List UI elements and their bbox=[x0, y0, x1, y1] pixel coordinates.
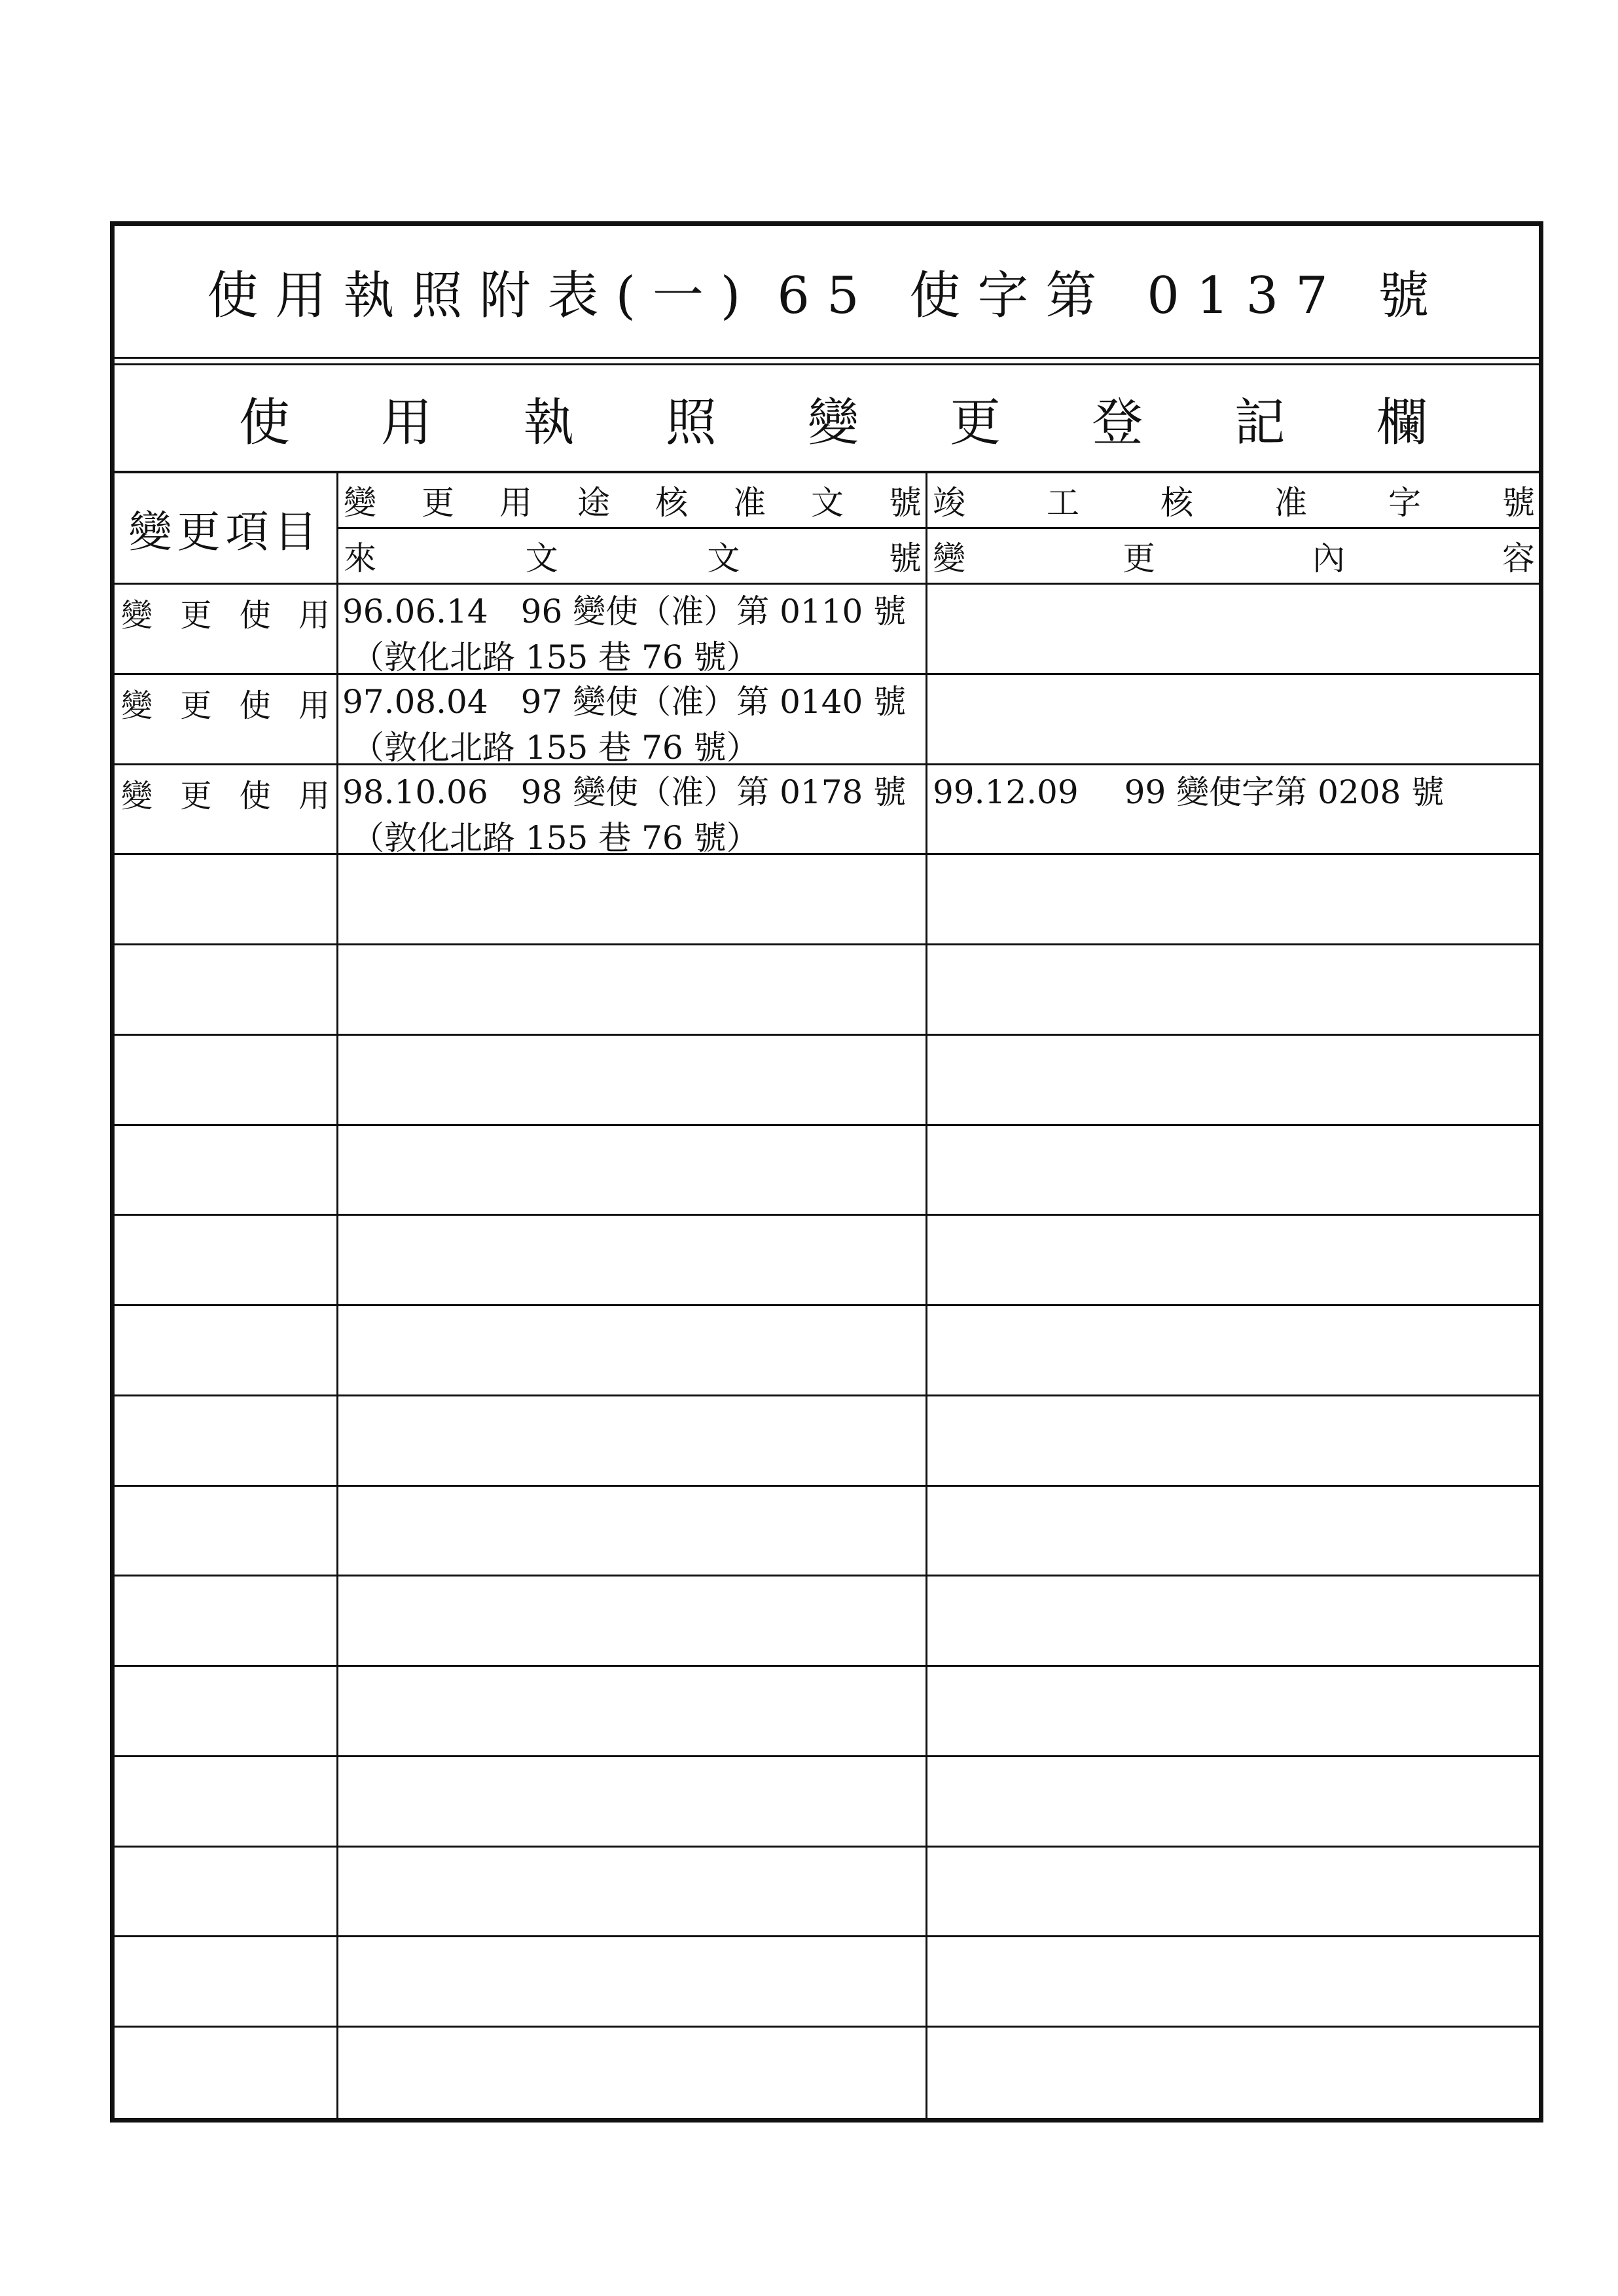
change-item-char: 使 bbox=[239, 597, 271, 634]
change-item-text bbox=[121, 680, 330, 725]
approval-address: （敦化北路 155 巷 76 號） bbox=[351, 818, 759, 857]
header-char: 容 bbox=[1502, 539, 1535, 577]
cell-approval-doc bbox=[338, 1848, 927, 1936]
subtitle-char: 執 bbox=[523, 393, 575, 452]
cell-change-item bbox=[115, 2028, 338, 2118]
table-row bbox=[115, 1487, 1539, 1577]
header-char: 字 bbox=[1388, 484, 1421, 522]
cell-approval-doc bbox=[338, 585, 927, 676]
cell-completion bbox=[927, 1667, 1539, 1755]
cell-approval-doc bbox=[338, 1757, 927, 1846]
cell-approval-doc bbox=[338, 1576, 927, 1665]
change-item-char: 更 bbox=[180, 777, 212, 814]
header-char: 號 bbox=[888, 539, 922, 577]
cell-completion bbox=[927, 1757, 1539, 1846]
cell-approval-doc bbox=[338, 2028, 927, 2118]
header-char: 核 bbox=[1160, 484, 1193, 522]
cell-change-item bbox=[115, 1036, 338, 1124]
form-title-main: 使用執照附表(一) bbox=[207, 266, 758, 325]
completion-date: 99.12.09 bbox=[933, 773, 1079, 811]
table-row bbox=[115, 1576, 1539, 1667]
table-row bbox=[115, 585, 1539, 675]
header-char: 內 bbox=[1312, 539, 1345, 577]
table-row bbox=[115, 1216, 1539, 1306]
cell-completion bbox=[927, 1848, 1539, 1936]
change-item-char: 更 bbox=[180, 597, 212, 634]
cell-change-item bbox=[115, 855, 338, 943]
header-change-content bbox=[927, 529, 1539, 585]
table-body bbox=[115, 585, 1539, 2118]
subtitle-char: 變 bbox=[807, 393, 859, 452]
cell-approval-doc bbox=[338, 1667, 927, 1755]
header-char: 准 bbox=[1274, 484, 1307, 522]
header-char: 文 bbox=[525, 539, 558, 577]
header-char: 號 bbox=[889, 484, 922, 522]
cell-completion bbox=[927, 1396, 1539, 1485]
header-char: 變 bbox=[933, 539, 965, 577]
table-row bbox=[115, 1937, 1539, 2028]
cell-change-item bbox=[115, 1937, 338, 2026]
table-row bbox=[115, 945, 1539, 1036]
subtitle-char: 登 bbox=[1092, 393, 1143, 452]
table-row bbox=[115, 1848, 1539, 1938]
cell-change-item bbox=[115, 675, 338, 763]
cell-change-item bbox=[115, 1216, 338, 1304]
header-char: 更 bbox=[422, 484, 454, 522]
cell-approval-doc bbox=[338, 855, 927, 943]
cell-completion bbox=[927, 855, 1539, 943]
cell-completion bbox=[927, 1126, 1539, 1214]
cell-change-item bbox=[115, 1126, 338, 1214]
cell-change-item bbox=[115, 945, 338, 1034]
cell-completion bbox=[927, 945, 1539, 1034]
cell-approval-doc bbox=[338, 1126, 927, 1214]
change-item-char: 用 bbox=[298, 687, 330, 724]
header-char: 更 bbox=[1123, 539, 1155, 577]
cell-approval-doc bbox=[338, 1937, 927, 2026]
header-char: 工 bbox=[1047, 484, 1079, 522]
subtitle-char: 照 bbox=[665, 393, 717, 452]
change-item-text bbox=[121, 590, 330, 635]
approval-address: （敦化北路 155 巷 76 號） bbox=[351, 728, 759, 767]
table-row bbox=[115, 1757, 1539, 1848]
change-item-char: 變 bbox=[121, 777, 153, 814]
header-char: 變 bbox=[344, 484, 376, 522]
table-row bbox=[115, 1126, 1539, 1216]
approval-line: 96.06.14 96 變使（准）第 0110 號 bbox=[342, 592, 907, 630]
cell-change-item bbox=[115, 1757, 338, 1846]
table-row bbox=[115, 855, 1539, 945]
cell-change-item bbox=[115, 765, 338, 854]
header-char: 文 bbox=[811, 484, 844, 522]
cell-change-item bbox=[115, 1396, 338, 1485]
table-row bbox=[115, 2028, 1539, 2118]
form-subtitle bbox=[115, 363, 1539, 473]
header-char: 用 bbox=[499, 484, 532, 522]
table-row bbox=[115, 1396, 1539, 1487]
cell-change-item bbox=[115, 1667, 338, 1755]
table-row bbox=[115, 675, 1539, 765]
change-registration-form bbox=[110, 221, 1543, 2123]
header-char: 途 bbox=[577, 484, 610, 522]
cell-approval-doc bbox=[338, 1216, 927, 1304]
approval-address: （敦化北路 155 巷 76 號） bbox=[351, 638, 759, 676]
header-char: 准 bbox=[733, 484, 766, 522]
cell-approval-doc bbox=[338, 1036, 927, 1124]
cell-completion bbox=[927, 2028, 1539, 2118]
change-item-char: 更 bbox=[180, 687, 212, 724]
cell-change-item bbox=[115, 1306, 338, 1394]
change-item-char: 變 bbox=[121, 687, 153, 724]
header-char: 核 bbox=[655, 484, 688, 522]
cell-completion bbox=[927, 1036, 1539, 1124]
table-row bbox=[115, 1667, 1539, 1757]
table-row bbox=[115, 1306, 1539, 1396]
completion-number: 99 變使字第 0208 號 bbox=[1124, 773, 1445, 811]
table-row bbox=[115, 1036, 1539, 1126]
cell-completion bbox=[927, 1937, 1539, 2026]
approval-line: 97.08.04 97 變使（准）第 0140 號 bbox=[342, 682, 907, 721]
change-item-char: 使 bbox=[239, 687, 271, 724]
change-item-char: 用 bbox=[298, 597, 330, 634]
form-title bbox=[115, 226, 1539, 359]
cell-approval-doc bbox=[338, 765, 927, 857]
cell-completion bbox=[927, 1306, 1539, 1394]
approval-line: 98.10.06 98 變使（准）第 0178 號 bbox=[342, 773, 907, 811]
cell-completion bbox=[927, 585, 1539, 673]
subtitle-char: 用 bbox=[381, 393, 433, 452]
header-char: 竣 bbox=[933, 484, 965, 522]
header-approval-doc-no bbox=[338, 473, 927, 529]
cell-change-item bbox=[115, 1487, 338, 1575]
cell-approval-doc bbox=[338, 945, 927, 1034]
subtitle-char: 使 bbox=[239, 393, 291, 452]
change-item-text bbox=[121, 771, 330, 816]
change-item-char: 變 bbox=[121, 597, 153, 634]
table-row bbox=[115, 765, 1539, 856]
change-item-char: 用 bbox=[298, 777, 330, 814]
header-completion-no bbox=[927, 473, 1539, 529]
header-char: 來 bbox=[344, 539, 376, 577]
cell-change-item bbox=[115, 1848, 338, 1936]
header-change-item: 變更項目 bbox=[115, 473, 338, 585]
cell-approval-doc bbox=[338, 1396, 927, 1485]
cell-completion bbox=[927, 1576, 1539, 1665]
subtitle-char: 記 bbox=[1234, 393, 1285, 452]
cell-approval-doc bbox=[338, 1487, 927, 1575]
cell-completion bbox=[927, 1216, 1539, 1304]
cell-completion bbox=[927, 675, 1539, 763]
cell-change-item bbox=[115, 1576, 338, 1665]
change-item-char: 使 bbox=[239, 777, 271, 814]
subtitle-char: 欄 bbox=[1376, 393, 1428, 452]
header-char: 號 bbox=[1502, 484, 1535, 522]
header-char: 文 bbox=[707, 539, 740, 577]
cell-change-item bbox=[115, 585, 338, 673]
cell-approval-doc bbox=[338, 675, 927, 767]
cell-completion bbox=[927, 1487, 1539, 1575]
header-incoming-doc-no bbox=[338, 529, 927, 585]
form-title-number: 65 使字第 0137 號 bbox=[777, 266, 1447, 325]
subtitle-char: 更 bbox=[950, 393, 1001, 452]
cell-completion bbox=[927, 765, 1539, 854]
cell-approval-doc bbox=[338, 1306, 927, 1394]
